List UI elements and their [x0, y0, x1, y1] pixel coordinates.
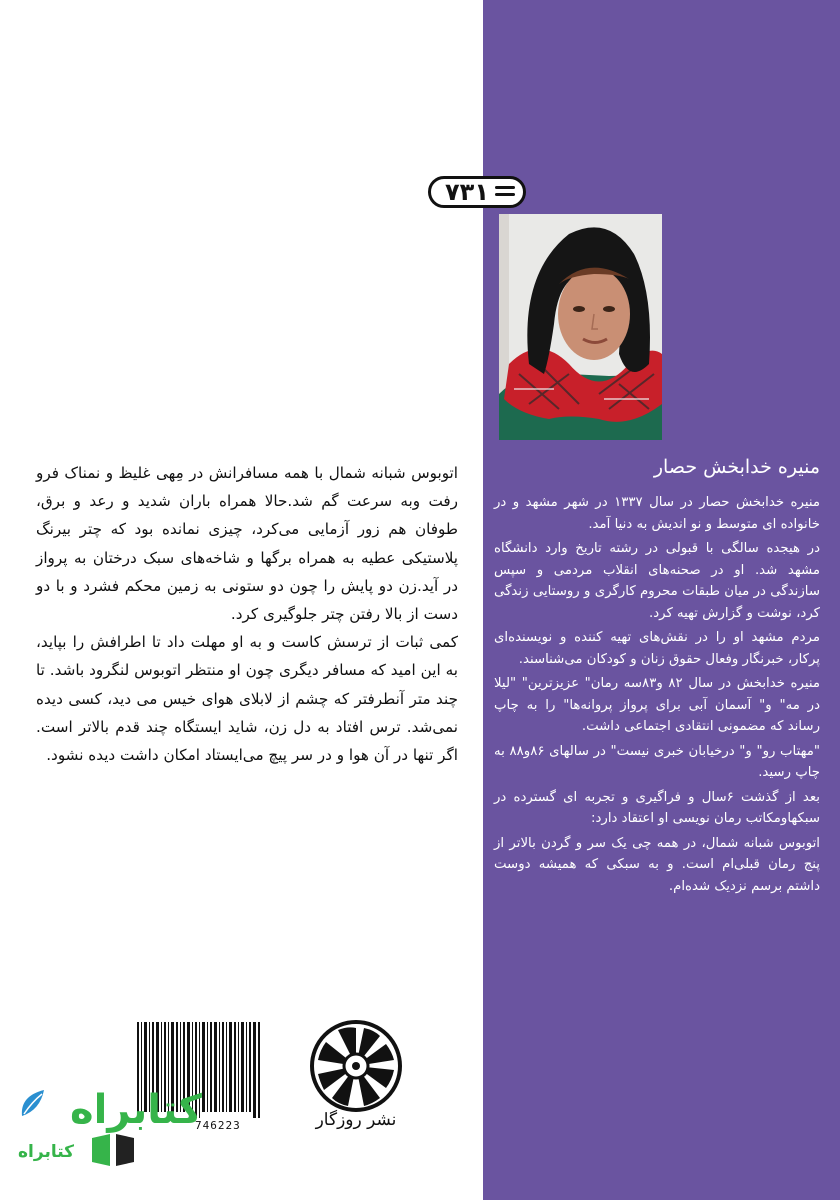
- blurb-paragraph: اتوبوس شبانه شمال با همه مسافرانش در مِهی غلیظ و نمناک فرو رفت وبه سرعت گم شد.حالا همراه باران شدید و رعد و برق، طوفان هم زور آزمایی می‌کرد، چیزی نمانده بود که چتر بیرنگ پلاستیکی عطیه به همراه برگها و شاخه‌های سبک درختان به پرواز در آید.زن دو پایش را چون دو ستونی به زمین محکم فشرد و با دو دست از بالا رفتن چتر جلوگیری کرد.: [36, 464, 458, 624]
- publisher-logo: [308, 1018, 404, 1114]
- bio-paragraph: منیره خدابخش در سال ۸۲ و۸۳سه رمان" عزیزترین" "لیلا در مه" و" آسمان آبی برای پرواز پروانه‌ها" را به چاپ رساند که مضمونی انتقادی اجتماعی داشت.: [494, 676, 821, 734]
- book-blurb: [36, 459, 458, 769]
- ketabrah-watermark: [18, 1082, 218, 1192]
- badge-lines-icon: [495, 186, 515, 198]
- bio-paragraph: مردم مشهد او را در نقش‌های تهیه کننده و نویسنده‌ای پرکار، خبرنگار وفعال حقوق زنان و کودکان می‌شناسند.: [494, 630, 820, 667]
- bio-paragraph: "مهتاب رو" و" درخیابان خبری نیست" در سالهای ۸۶و۸۸ به چاپ رسید.: [494, 743, 820, 780]
- publisher-name: نشر روزگار: [315, 1110, 397, 1130]
- bio-paragraph: اتوبوس شبانه شمال، در همه چی یک سر و گردن بالاتر از پنج رمان قبلی‌ام است. و به سبکی که همیشه دوست داشتم برسم نزدیک شده‌ام.: [494, 835, 820, 894]
- bio-paragraph: بعد از گذشت ۶سال و فراگیری و تجربه ای گسترده در سبکهاومکاتب رمان نویسی او اعتقاد دارد:: [494, 789, 820, 826]
- ketabrah-book-icon: [88, 1132, 138, 1168]
- author-bio: [494, 492, 820, 900]
- author-photo: [499, 214, 662, 440]
- bio-paragraph: در هیجده سالگی با قبولی در رشته تاریخ وارد دانشگاه مشهد شد. او در صحنه‌های انقلاب مردمی و سپس سازندگی در میان طبقات محروم کارگری و روستایی زندگی کرد، نوشت و گزارش تهیه کرد.: [494, 541, 820, 621]
- series-number: ۷۳۱: [445, 178, 489, 206]
- bio-paragraph: منیره خدابخش حصار در سال ۱۳۳۷ در شهر مشهد و در خانواده ای متوسط و نو اندیش به دنیا آمد.: [494, 495, 820, 532]
- barcode-digits: 746223: [195, 1119, 241, 1132]
- ketabrah-small-text: کتابراه: [18, 1142, 75, 1162]
- ketabrah-logo-text: کتابراه: [70, 1087, 202, 1133]
- author-name: منیره خدابخش حصار: [653, 456, 820, 478]
- series-number-badge: [428, 176, 526, 208]
- blurb-paragraph: کمی ثبات از ترسش کاست و به او مهلت داد تا اطرافش را بپاید، به این امید که مسافر دیگری چون او منتظر اتوبوس لنگرود باشد. تا چند متر آنطرفتر که چشم از لابلای هوای خیس می دید، کسی دیده نمی‌شد. ترس افتاد به دل زن، شاید ایستگاه چند قدم بالاتر است. اگر تنها در آن هوا و در سر پیچ می‌ایستاد امکان داشت دیده نشود.: [36, 633, 458, 765]
- ketabrah-leaf-icon: [18, 1086, 48, 1122]
